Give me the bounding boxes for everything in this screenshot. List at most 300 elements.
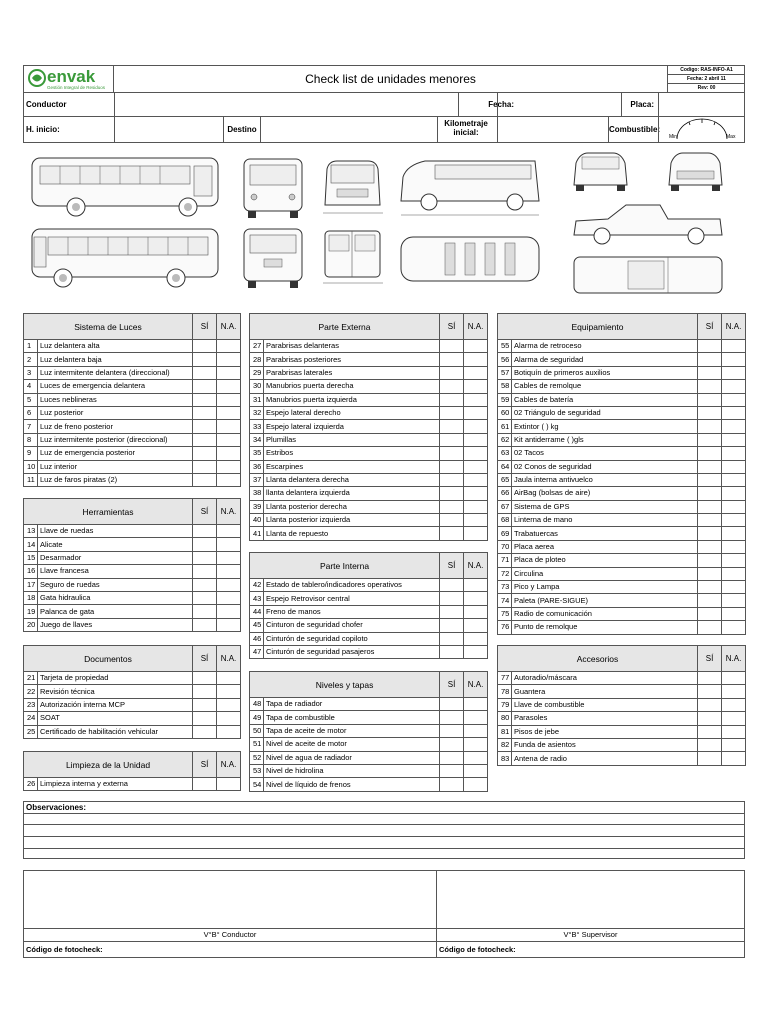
item-number: 71 bbox=[498, 554, 512, 567]
na-checkbox[interactable] bbox=[722, 581, 746, 594]
col-na: N.A. bbox=[217, 646, 241, 672]
si-checkbox[interactable] bbox=[698, 594, 722, 607]
na-checkbox[interactable] bbox=[464, 738, 488, 751]
si-checkbox[interactable] bbox=[193, 725, 217, 738]
na-checkbox[interactable] bbox=[722, 554, 746, 567]
si-checkbox[interactable] bbox=[440, 366, 464, 379]
si-checkbox[interactable] bbox=[698, 685, 722, 698]
si-checkbox[interactable] bbox=[698, 353, 722, 366]
item-label: Luz interior bbox=[38, 460, 193, 473]
si-checkbox[interactable] bbox=[193, 591, 217, 604]
na-checkbox[interactable] bbox=[217, 447, 241, 460]
accesorios-title: Accesorios bbox=[498, 646, 698, 672]
na-checkbox[interactable] bbox=[217, 433, 241, 446]
si-checkbox[interactable] bbox=[698, 380, 722, 393]
si-checkbox[interactable] bbox=[193, 433, 217, 446]
na-checkbox[interactable] bbox=[464, 751, 488, 764]
si-checkbox[interactable] bbox=[440, 751, 464, 764]
si-checkbox[interactable] bbox=[440, 393, 464, 406]
item-label: Placa aerea bbox=[512, 540, 698, 553]
na-checkbox[interactable] bbox=[464, 724, 488, 737]
si-checkbox[interactable] bbox=[193, 380, 217, 393]
si-checkbox[interactable] bbox=[440, 514, 464, 527]
na-checkbox[interactable] bbox=[722, 447, 746, 460]
item-number: 52 bbox=[250, 751, 264, 764]
checklist-row bbox=[498, 698, 746, 711]
checklist-row bbox=[498, 567, 746, 580]
na-checkbox[interactable] bbox=[464, 778, 488, 791]
checklist-row bbox=[498, 500, 746, 513]
si-checkbox[interactable] bbox=[440, 592, 464, 605]
item-label: Limpieza interna y externa bbox=[38, 778, 193, 791]
na-checkbox[interactable] bbox=[722, 514, 746, 527]
si-checkbox[interactable] bbox=[698, 340, 722, 353]
item-label: Alicate bbox=[38, 538, 193, 551]
na-checkbox[interactable] bbox=[217, 672, 241, 685]
item-label: Llanta posterior izquierda bbox=[264, 514, 440, 527]
signature-area-supervisor[interactable] bbox=[437, 871, 744, 928]
col-na: N.A. bbox=[464, 672, 488, 698]
na-checkbox[interactable] bbox=[464, 366, 488, 379]
checklist-row bbox=[24, 393, 241, 406]
si-checkbox[interactable] bbox=[193, 778, 217, 791]
item-number: 13 bbox=[24, 525, 38, 538]
fotocheck-supervisor[interactable]: Código de fotocheck: bbox=[437, 941, 744, 958]
na-checkbox[interactable] bbox=[722, 500, 746, 513]
si-checkbox[interactable] bbox=[698, 672, 722, 685]
item-label: Juego de llaves bbox=[38, 618, 193, 631]
checklist-row bbox=[24, 618, 241, 631]
brand-tagline: Gestión Integral de Residuos bbox=[47, 85, 106, 90]
fotocheck-conductor[interactable]: Código de fotocheck: bbox=[24, 941, 437, 958]
si-checkbox[interactable] bbox=[698, 554, 722, 567]
checklist-row bbox=[250, 645, 488, 658]
logo bbox=[24, 66, 114, 93]
na-checkbox[interactable] bbox=[217, 353, 241, 366]
si-checkbox[interactable] bbox=[440, 738, 464, 751]
item-number: 29 bbox=[250, 366, 264, 379]
si-checkbox[interactable] bbox=[193, 538, 217, 551]
item-label: Pisos de jebe bbox=[512, 725, 698, 738]
si-checkbox[interactable] bbox=[440, 447, 464, 460]
luces-title: Sistema de Luces bbox=[24, 314, 193, 340]
item-label: Llave francesa bbox=[38, 565, 193, 578]
checklist-row bbox=[498, 527, 746, 540]
item-number: 9 bbox=[24, 447, 38, 460]
si-checkbox[interactable] bbox=[193, 605, 217, 618]
si-checkbox[interactable] bbox=[193, 618, 217, 631]
na-checkbox[interactable] bbox=[722, 380, 746, 393]
item-label: Kit antiderrame ( )gls bbox=[512, 433, 698, 446]
na-checkbox[interactable] bbox=[464, 711, 488, 724]
na-checkbox[interactable] bbox=[217, 380, 241, 393]
checklist-row bbox=[498, 540, 746, 553]
na-checkbox[interactable] bbox=[464, 764, 488, 777]
na-checkbox[interactable] bbox=[464, 514, 488, 527]
item-number: 64 bbox=[498, 460, 512, 473]
item-number: 25 bbox=[24, 725, 38, 738]
na-checkbox[interactable] bbox=[722, 607, 746, 620]
na-checkbox[interactable] bbox=[464, 592, 488, 605]
si-checkbox[interactable] bbox=[193, 551, 217, 564]
si-checkbox[interactable] bbox=[698, 527, 722, 540]
na-checkbox[interactable] bbox=[217, 565, 241, 578]
na-checkbox[interactable] bbox=[722, 340, 746, 353]
na-checkbox[interactable] bbox=[217, 591, 241, 604]
na-checkbox[interactable] bbox=[722, 527, 746, 540]
item-label: Palanca de gata bbox=[38, 605, 193, 618]
item-label: Antena de radio bbox=[512, 752, 698, 765]
conductor-label: Conductor bbox=[26, 100, 67, 109]
item-label: Escarpines bbox=[264, 460, 440, 473]
si-checkbox[interactable] bbox=[698, 406, 722, 419]
na-checkbox[interactable] bbox=[217, 473, 241, 486]
si-checkbox[interactable] bbox=[698, 447, 722, 460]
checklist-row bbox=[498, 725, 746, 738]
documentos-table bbox=[23, 645, 241, 739]
si-checkbox[interactable] bbox=[698, 460, 722, 473]
item-label: Punto de remolque bbox=[512, 621, 698, 634]
item-number: 70 bbox=[498, 540, 512, 553]
item-number: 43 bbox=[250, 592, 264, 605]
item-label: 02 Triángulo de seguridad bbox=[512, 406, 698, 419]
na-checkbox[interactable] bbox=[722, 540, 746, 553]
checklist-row bbox=[250, 340, 488, 353]
na-checkbox[interactable] bbox=[722, 621, 746, 634]
si-checkbox[interactable] bbox=[698, 500, 722, 513]
equipamiento-title: Equipamiento bbox=[498, 314, 698, 340]
item-number: 36 bbox=[250, 460, 264, 473]
col-si: SÍ bbox=[193, 314, 217, 340]
si-checkbox[interactable] bbox=[698, 366, 722, 379]
si-checkbox[interactable] bbox=[698, 607, 722, 620]
na-checkbox[interactable] bbox=[722, 487, 746, 500]
destino-field[interactable] bbox=[260, 117, 438, 142]
na-checkbox[interactable] bbox=[464, 380, 488, 393]
item-label: SOAT bbox=[38, 712, 193, 725]
herramientas-title: Herramientas bbox=[24, 499, 193, 525]
col-si: SÍ bbox=[698, 646, 722, 672]
h-inicio-field[interactable] bbox=[114, 117, 224, 142]
na-checkbox[interactable] bbox=[722, 738, 746, 751]
na-checkbox[interactable] bbox=[464, 340, 488, 353]
si-checkbox[interactable] bbox=[440, 353, 464, 366]
checklist-row bbox=[24, 725, 241, 738]
item-number: 18 bbox=[24, 591, 38, 604]
item-number: 45 bbox=[250, 619, 264, 632]
na-checkbox[interactable] bbox=[722, 366, 746, 379]
col-na: N.A. bbox=[464, 553, 488, 579]
item-number: 66 bbox=[498, 487, 512, 500]
si-checkbox[interactable] bbox=[440, 340, 464, 353]
interna-title: Parte Interna bbox=[250, 553, 440, 579]
col-na: N.A. bbox=[722, 646, 746, 672]
si-checkbox[interactable] bbox=[440, 460, 464, 473]
si-checkbox[interactable] bbox=[698, 567, 722, 580]
checklist-row bbox=[250, 420, 488, 433]
item-label: Estribos bbox=[264, 447, 440, 460]
na-checkbox[interactable] bbox=[722, 725, 746, 738]
checklist-row bbox=[498, 514, 746, 527]
item-label: Autorización interna MCP bbox=[38, 698, 193, 711]
checklist-row bbox=[498, 594, 746, 607]
si-checkbox[interactable] bbox=[440, 500, 464, 513]
si-checkbox[interactable] bbox=[440, 645, 464, 658]
na-checkbox[interactable] bbox=[464, 420, 488, 433]
item-label: Luz posterior bbox=[38, 406, 193, 419]
si-checkbox[interactable] bbox=[193, 525, 217, 538]
si-checkbox[interactable] bbox=[698, 581, 722, 594]
item-number: 39 bbox=[250, 500, 264, 513]
si-checkbox[interactable] bbox=[193, 685, 217, 698]
fuel-gauge[interactable] bbox=[658, 117, 745, 142]
si-checkbox[interactable] bbox=[193, 340, 217, 353]
na-checkbox[interactable] bbox=[722, 420, 746, 433]
item-number: 15 bbox=[24, 551, 38, 564]
si-checkbox[interactable] bbox=[698, 698, 722, 711]
si-checkbox[interactable] bbox=[440, 724, 464, 737]
checklist-row bbox=[250, 698, 488, 711]
na-checkbox[interactable] bbox=[464, 487, 488, 500]
van-top-icon bbox=[395, 229, 545, 289]
na-checkbox[interactable] bbox=[217, 366, 241, 379]
item-label: Sistema de GPS bbox=[512, 500, 698, 513]
si-checkbox[interactable] bbox=[193, 473, 217, 486]
item-number: 60 bbox=[498, 406, 512, 419]
checklist-row bbox=[24, 366, 241, 379]
na-checkbox[interactable] bbox=[217, 460, 241, 473]
checklist-row bbox=[24, 712, 241, 725]
item-number: 77 bbox=[498, 672, 512, 685]
item-number: 76 bbox=[498, 621, 512, 634]
na-checkbox[interactable] bbox=[464, 645, 488, 658]
na-checkbox[interactable] bbox=[464, 353, 488, 366]
item-label: Parabrisas laterales bbox=[264, 366, 440, 379]
na-checkbox[interactable] bbox=[464, 527, 488, 540]
si-checkbox[interactable] bbox=[193, 393, 217, 406]
na-checkbox[interactable] bbox=[217, 712, 241, 725]
item-number: 56 bbox=[498, 353, 512, 366]
placa-field[interactable] bbox=[658, 93, 745, 116]
na-checkbox[interactable] bbox=[217, 578, 241, 591]
si-checkbox[interactable] bbox=[698, 420, 722, 433]
si-checkbox[interactable] bbox=[440, 605, 464, 618]
na-checkbox[interactable] bbox=[217, 551, 241, 564]
item-label: Paleta (PARE-SIGUE) bbox=[512, 594, 698, 607]
na-checkbox[interactable] bbox=[217, 618, 241, 631]
si-checkbox[interactable] bbox=[698, 487, 722, 500]
si-checkbox[interactable] bbox=[698, 393, 722, 406]
na-checkbox[interactable] bbox=[722, 406, 746, 419]
na-checkbox[interactable] bbox=[722, 353, 746, 366]
na-checkbox[interactable] bbox=[217, 685, 241, 698]
na-checkbox[interactable] bbox=[217, 525, 241, 538]
na-checkbox[interactable] bbox=[217, 778, 241, 791]
na-checkbox[interactable] bbox=[217, 406, 241, 419]
na-checkbox[interactable] bbox=[722, 712, 746, 725]
checklist-row bbox=[250, 579, 488, 592]
item-label: Autoradio/máscara bbox=[512, 672, 698, 685]
conductor-field[interactable] bbox=[114, 93, 459, 116]
si-checkbox[interactable] bbox=[440, 473, 464, 486]
item-number: 72 bbox=[498, 567, 512, 580]
si-checkbox[interactable] bbox=[440, 380, 464, 393]
col-si: SÍ bbox=[440, 553, 464, 579]
item-number: 78 bbox=[498, 685, 512, 698]
si-checkbox[interactable] bbox=[440, 527, 464, 540]
na-checkbox[interactable] bbox=[217, 393, 241, 406]
signature-area-conductor[interactable] bbox=[24, 871, 437, 928]
checklist-row bbox=[498, 712, 746, 725]
si-checkbox[interactable] bbox=[193, 353, 217, 366]
na-checkbox[interactable] bbox=[217, 605, 241, 618]
na-checkbox[interactable] bbox=[217, 725, 241, 738]
item-label: Revisión técnica bbox=[38, 685, 193, 698]
item-label: 02 Tacos bbox=[512, 447, 698, 460]
na-checkbox[interactable] bbox=[464, 632, 488, 645]
si-checkbox[interactable] bbox=[193, 578, 217, 591]
si-checkbox[interactable] bbox=[193, 460, 217, 473]
kilometraje-field[interactable] bbox=[497, 117, 609, 142]
item-label: llanta delantera izquierda bbox=[264, 487, 440, 500]
signature-conductor-label: V°B° Conductor bbox=[24, 928, 437, 941]
na-checkbox[interactable] bbox=[464, 447, 488, 460]
checklist-row bbox=[250, 380, 488, 393]
checklist-row bbox=[24, 698, 241, 711]
item-number: 27 bbox=[250, 340, 264, 353]
na-checkbox[interactable] bbox=[464, 406, 488, 419]
item-number: 53 bbox=[250, 764, 264, 777]
item-label: Llave de combustible bbox=[512, 698, 698, 711]
observaciones-box[interactable] bbox=[23, 801, 745, 859]
na-checkbox[interactable] bbox=[464, 500, 488, 513]
item-label: Llave de ruedas bbox=[38, 525, 193, 538]
na-checkbox[interactable] bbox=[464, 433, 488, 446]
item-number: 57 bbox=[498, 366, 512, 379]
si-checkbox[interactable] bbox=[440, 711, 464, 724]
item-label: Tapa de combustible bbox=[264, 711, 440, 724]
na-checkbox[interactable] bbox=[722, 433, 746, 446]
si-checkbox[interactable] bbox=[193, 406, 217, 419]
item-label: Parabrisas posteriores bbox=[264, 353, 440, 366]
checklist-row bbox=[250, 366, 488, 379]
item-number: 38 bbox=[250, 487, 264, 500]
checklist-row bbox=[498, 460, 746, 473]
documentos-title: Documentos bbox=[24, 646, 193, 672]
na-checkbox[interactable] bbox=[217, 698, 241, 711]
na-checkbox[interactable] bbox=[722, 685, 746, 698]
item-label: Luz de faros piratas (2) bbox=[38, 473, 193, 486]
si-checkbox[interactable] bbox=[440, 778, 464, 791]
na-checkbox[interactable] bbox=[722, 752, 746, 765]
na-checkbox[interactable] bbox=[217, 538, 241, 551]
item-label: Radio de comunicación bbox=[512, 607, 698, 620]
inicio-row bbox=[23, 117, 745, 143]
checklist-row bbox=[250, 527, 488, 540]
na-checkbox[interactable] bbox=[722, 567, 746, 580]
checklist-row bbox=[250, 460, 488, 473]
limpieza-rows bbox=[24, 778, 241, 791]
na-checkbox[interactable] bbox=[464, 579, 488, 592]
herramientas-rows bbox=[24, 525, 241, 632]
item-label: Manubrios puerta izquierda bbox=[264, 393, 440, 406]
doc-code: Codigo: RAS-INFO-A1 bbox=[668, 66, 745, 75]
na-checkbox[interactable] bbox=[722, 473, 746, 486]
si-checkbox[interactable] bbox=[193, 712, 217, 725]
si-checkbox[interactable] bbox=[193, 420, 217, 433]
si-checkbox[interactable] bbox=[698, 712, 722, 725]
si-checkbox[interactable] bbox=[440, 698, 464, 711]
item-label: Espejo Retrovisor central bbox=[264, 592, 440, 605]
si-checkbox[interactable] bbox=[440, 420, 464, 433]
na-checkbox[interactable] bbox=[217, 340, 241, 353]
na-checkbox[interactable] bbox=[722, 460, 746, 473]
na-checkbox[interactable] bbox=[464, 393, 488, 406]
si-checkbox[interactable] bbox=[193, 447, 217, 460]
si-checkbox[interactable] bbox=[440, 487, 464, 500]
checklist-row bbox=[24, 406, 241, 419]
si-checkbox[interactable] bbox=[698, 473, 722, 486]
item-number: 75 bbox=[498, 607, 512, 620]
na-checkbox[interactable] bbox=[722, 393, 746, 406]
si-checkbox[interactable] bbox=[698, 433, 722, 446]
si-checkbox[interactable] bbox=[698, 725, 722, 738]
si-checkbox[interactable] bbox=[193, 366, 217, 379]
signature-supervisor-label: V°B° Supervisor bbox=[437, 928, 744, 941]
si-checkbox[interactable] bbox=[193, 565, 217, 578]
na-checkbox[interactable] bbox=[722, 594, 746, 607]
si-checkbox[interactable] bbox=[440, 406, 464, 419]
checklist-row bbox=[250, 406, 488, 419]
na-checkbox[interactable] bbox=[464, 605, 488, 618]
col-na: N.A. bbox=[722, 314, 746, 340]
checklist-row bbox=[498, 366, 746, 379]
checklist-row bbox=[24, 605, 241, 618]
si-checkbox[interactable] bbox=[440, 764, 464, 777]
checklist-row bbox=[498, 340, 746, 353]
na-checkbox[interactable] bbox=[722, 698, 746, 711]
si-checkbox[interactable] bbox=[698, 738, 722, 751]
fecha-field[interactable] bbox=[497, 93, 622, 116]
col-na: N.A. bbox=[217, 314, 241, 340]
checklist-row bbox=[498, 420, 746, 433]
col-na: N.A. bbox=[464, 314, 488, 340]
si-checkbox[interactable] bbox=[193, 672, 217, 685]
item-label: Luces neblineras bbox=[38, 393, 193, 406]
item-number: 11 bbox=[24, 473, 38, 486]
si-checkbox[interactable] bbox=[193, 698, 217, 711]
item-number: 80 bbox=[498, 712, 512, 725]
item-label: Alarma de seguridad bbox=[512, 353, 698, 366]
na-checkbox[interactable] bbox=[464, 698, 488, 711]
si-checkbox[interactable] bbox=[698, 540, 722, 553]
na-checkbox[interactable] bbox=[464, 460, 488, 473]
item-number: 55 bbox=[498, 340, 512, 353]
item-number: 81 bbox=[498, 725, 512, 738]
si-checkbox[interactable] bbox=[440, 433, 464, 446]
si-checkbox[interactable] bbox=[698, 514, 722, 527]
si-checkbox[interactable] bbox=[698, 621, 722, 634]
si-checkbox[interactable] bbox=[698, 752, 722, 765]
si-checkbox[interactable] bbox=[440, 632, 464, 645]
na-checkbox[interactable] bbox=[464, 619, 488, 632]
na-checkbox[interactable] bbox=[217, 420, 241, 433]
si-checkbox[interactable] bbox=[440, 619, 464, 632]
na-checkbox[interactable] bbox=[722, 672, 746, 685]
si-checkbox[interactable] bbox=[440, 579, 464, 592]
na-checkbox[interactable] bbox=[464, 473, 488, 486]
item-label: Funda de asientos bbox=[512, 738, 698, 751]
